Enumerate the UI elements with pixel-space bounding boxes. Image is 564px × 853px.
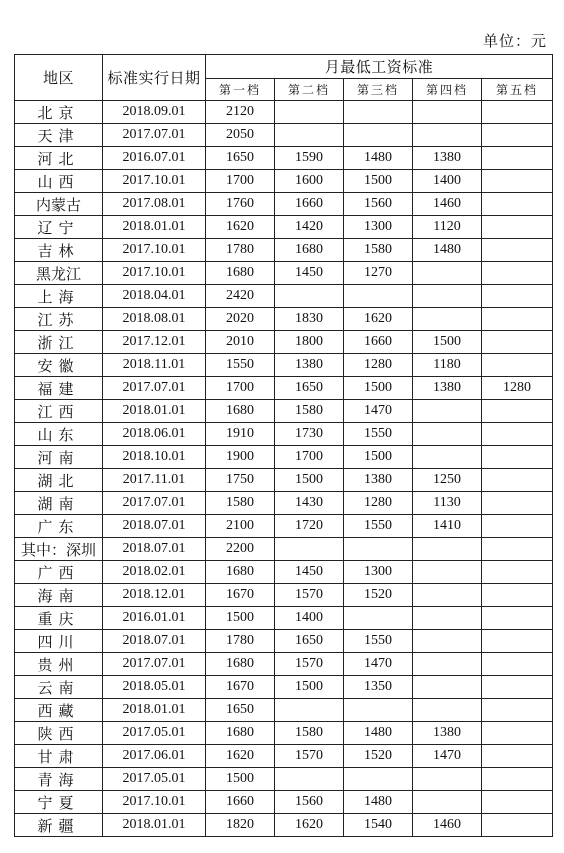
tier-4-cell: 1460 bbox=[413, 814, 482, 837]
tier-4-cell: 1380 bbox=[413, 377, 482, 400]
date-cell: 2016.07.01 bbox=[103, 147, 206, 170]
tier-2-cell bbox=[275, 538, 344, 561]
tier-4-cell: 1500 bbox=[413, 331, 482, 354]
table-body bbox=[15, 101, 553, 837]
table-row bbox=[15, 193, 553, 216]
region-cell: 天津 bbox=[15, 124, 103, 147]
tier-5-cell bbox=[482, 400, 553, 423]
table-header bbox=[15, 55, 553, 101]
region-cell: 山东 bbox=[15, 423, 103, 446]
tier-3-cell: 1560 bbox=[344, 193, 413, 216]
tier-2-cell: 1570 bbox=[275, 745, 344, 768]
tier-4-cell bbox=[413, 423, 482, 446]
table-row bbox=[15, 170, 553, 193]
tier-1-cell: 2200 bbox=[206, 538, 275, 561]
date-cell: 2018.07.01 bbox=[103, 515, 206, 538]
header-tier-3: 第三档 bbox=[344, 79, 413, 101]
tier-1-cell: 1680 bbox=[206, 653, 275, 676]
table-row bbox=[15, 653, 553, 676]
tier-1-cell: 1910 bbox=[206, 423, 275, 446]
header-tier-2: 第二档 bbox=[275, 79, 344, 101]
tier-5-cell bbox=[482, 193, 553, 216]
date-cell: 2018.02.01 bbox=[103, 561, 206, 584]
table-row bbox=[15, 423, 553, 446]
tier-3-cell: 1280 bbox=[344, 492, 413, 515]
tier-2-cell: 1700 bbox=[275, 446, 344, 469]
tier-4-cell bbox=[413, 699, 482, 722]
table-row bbox=[15, 676, 553, 699]
date-cell: 2018.07.01 bbox=[103, 538, 206, 561]
tier-1-cell: 1780 bbox=[206, 239, 275, 262]
tier-3-cell bbox=[344, 607, 413, 630]
table-row bbox=[15, 722, 553, 745]
tier-4-cell bbox=[413, 607, 482, 630]
table-row bbox=[15, 354, 553, 377]
tier-2-cell: 1660 bbox=[275, 193, 344, 216]
date-cell: 2017.07.01 bbox=[103, 124, 206, 147]
region-cell: 广东 bbox=[15, 515, 103, 538]
tier-2-cell: 1720 bbox=[275, 515, 344, 538]
tier-5-cell bbox=[482, 124, 553, 147]
tier-4-cell bbox=[413, 101, 482, 124]
date-cell: 2017.06.01 bbox=[103, 745, 206, 768]
date-cell: 2017.12.01 bbox=[103, 331, 206, 354]
table-row bbox=[15, 400, 553, 423]
tier-4-cell bbox=[413, 676, 482, 699]
tier-3-cell: 1480 bbox=[344, 147, 413, 170]
tier-1-cell: 1680 bbox=[206, 262, 275, 285]
table-row bbox=[15, 814, 553, 837]
tier-1-cell: 1820 bbox=[206, 814, 275, 837]
tier-5-cell bbox=[482, 768, 553, 791]
tier-4-cell: 1130 bbox=[413, 492, 482, 515]
table-row bbox=[15, 630, 553, 653]
tier-1-cell: 2010 bbox=[206, 331, 275, 354]
tier-2-cell bbox=[275, 768, 344, 791]
tier-4-cell: 1380 bbox=[413, 722, 482, 745]
tier-2-cell: 1380 bbox=[275, 354, 344, 377]
region-cell: 广西 bbox=[15, 561, 103, 584]
tier-3-cell: 1480 bbox=[344, 791, 413, 814]
tier-2-cell bbox=[275, 285, 344, 308]
tier-4-cell: 1470 bbox=[413, 745, 482, 768]
tier-3-cell: 1500 bbox=[344, 446, 413, 469]
tier-1-cell: 1780 bbox=[206, 630, 275, 653]
region-cell: 吉林 bbox=[15, 239, 103, 262]
date-cell: 2018.09.01 bbox=[103, 101, 206, 124]
table-row bbox=[15, 262, 553, 285]
tier-1-cell: 1750 bbox=[206, 469, 275, 492]
tier-2-cell: 1680 bbox=[275, 239, 344, 262]
header-tier-4: 第四档 bbox=[413, 79, 482, 101]
table-row bbox=[15, 147, 553, 170]
date-cell: 2017.10.01 bbox=[103, 791, 206, 814]
tier-2-cell: 1500 bbox=[275, 469, 344, 492]
tier-2-cell: 1500 bbox=[275, 676, 344, 699]
tier-5-cell: 1280 bbox=[482, 377, 553, 400]
region-cell: 上海 bbox=[15, 285, 103, 308]
tier-2-cell: 1730 bbox=[275, 423, 344, 446]
tier-4-cell bbox=[413, 538, 482, 561]
tier-4-cell bbox=[413, 791, 482, 814]
region-cell: 浙江 bbox=[15, 331, 103, 354]
tier-5-cell bbox=[482, 170, 553, 193]
tier-2-cell bbox=[275, 124, 344, 147]
tier-1-cell: 1620 bbox=[206, 216, 275, 239]
tier-4-cell bbox=[413, 124, 482, 147]
tier-4-cell bbox=[413, 653, 482, 676]
region-cell: 安徽 bbox=[15, 354, 103, 377]
tier-5-cell bbox=[482, 216, 553, 239]
tier-2-cell: 1650 bbox=[275, 630, 344, 653]
tier-1-cell: 1760 bbox=[206, 193, 275, 216]
tier-3-cell bbox=[344, 538, 413, 561]
tier-4-cell bbox=[413, 308, 482, 331]
date-cell: 2017.05.01 bbox=[103, 722, 206, 745]
region-cell: 内蒙古 bbox=[15, 193, 103, 216]
date-cell: 2017.08.01 bbox=[103, 193, 206, 216]
tier-3-cell: 1500 bbox=[344, 170, 413, 193]
tier-3-cell bbox=[344, 285, 413, 308]
tier-2-cell: 1430 bbox=[275, 492, 344, 515]
date-cell: 2017.10.01 bbox=[103, 170, 206, 193]
region-cell: 湖南 bbox=[15, 492, 103, 515]
tier-5-cell bbox=[482, 308, 553, 331]
tier-4-cell: 1410 bbox=[413, 515, 482, 538]
date-cell: 2018.11.01 bbox=[103, 354, 206, 377]
tier-1-cell: 1700 bbox=[206, 377, 275, 400]
tier-5-cell bbox=[482, 607, 553, 630]
date-cell: 2018.04.01 bbox=[103, 285, 206, 308]
tier-1-cell: 2050 bbox=[206, 124, 275, 147]
table-row bbox=[15, 745, 553, 768]
tier-2-cell: 1620 bbox=[275, 814, 344, 837]
date-cell: 2017.07.01 bbox=[103, 492, 206, 515]
header-tier-5: 第五档 bbox=[482, 79, 553, 101]
tier-2-cell: 1570 bbox=[275, 653, 344, 676]
tier-3-cell: 1620 bbox=[344, 308, 413, 331]
tier-3-cell: 1520 bbox=[344, 745, 413, 768]
region-cell: 重庆 bbox=[15, 607, 103, 630]
tier-1-cell: 1580 bbox=[206, 492, 275, 515]
tier-2-cell bbox=[275, 101, 344, 124]
tier-4-cell: 1250 bbox=[413, 469, 482, 492]
tier-1-cell: 2120 bbox=[206, 101, 275, 124]
tier-1-cell: 1650 bbox=[206, 147, 275, 170]
tier-4-cell bbox=[413, 584, 482, 607]
tier-5-cell bbox=[482, 722, 553, 745]
tier-4-cell bbox=[413, 561, 482, 584]
region-cell: 甘肃 bbox=[15, 745, 103, 768]
tier-1-cell: 1680 bbox=[206, 400, 275, 423]
date-cell: 2018.01.01 bbox=[103, 699, 206, 722]
minimum-wage-table bbox=[14, 54, 553, 837]
tier-5-cell bbox=[482, 354, 553, 377]
tier-2-cell: 1580 bbox=[275, 722, 344, 745]
date-cell: 2018.08.01 bbox=[103, 308, 206, 331]
region-cell: 海南 bbox=[15, 584, 103, 607]
tier-4-cell: 1400 bbox=[413, 170, 482, 193]
tier-1-cell: 1660 bbox=[206, 791, 275, 814]
tier-3-cell: 1300 bbox=[344, 216, 413, 239]
tier-3-cell: 1550 bbox=[344, 515, 413, 538]
region-cell: 福建 bbox=[15, 377, 103, 400]
tier-3-cell bbox=[344, 101, 413, 124]
table-row bbox=[15, 791, 553, 814]
tier-5-cell bbox=[482, 101, 553, 124]
tier-5-cell bbox=[482, 285, 553, 308]
region-cell: 西藏 bbox=[15, 699, 103, 722]
region-cell: 青海 bbox=[15, 768, 103, 791]
header-date: 标准实行日期 bbox=[103, 55, 206, 101]
tier-3-cell: 1580 bbox=[344, 239, 413, 262]
table-row bbox=[15, 377, 553, 400]
tier-3-cell bbox=[344, 124, 413, 147]
tier-4-cell: 1460 bbox=[413, 193, 482, 216]
tier-3-cell bbox=[344, 699, 413, 722]
table-row bbox=[15, 285, 553, 308]
tier-3-cell: 1500 bbox=[344, 377, 413, 400]
date-cell: 2017.10.01 bbox=[103, 239, 206, 262]
tier-4-cell bbox=[413, 400, 482, 423]
table-row bbox=[15, 446, 553, 469]
tier-4-cell bbox=[413, 285, 482, 308]
tier-1-cell: 1650 bbox=[206, 699, 275, 722]
tier-3-cell: 1270 bbox=[344, 262, 413, 285]
tier-3-cell: 1550 bbox=[344, 630, 413, 653]
table-row bbox=[15, 607, 553, 630]
tier-5-cell bbox=[482, 653, 553, 676]
tier-2-cell: 1450 bbox=[275, 262, 344, 285]
region-cell: 陕西 bbox=[15, 722, 103, 745]
tier-2-cell: 1450 bbox=[275, 561, 344, 584]
region-cell: 云南 bbox=[15, 676, 103, 699]
tier-3-cell: 1550 bbox=[344, 423, 413, 446]
tier-5-cell bbox=[482, 630, 553, 653]
tier-3-cell: 1470 bbox=[344, 653, 413, 676]
tier-5-cell bbox=[482, 492, 553, 515]
tier-5-cell bbox=[482, 147, 553, 170]
tier-5-cell bbox=[482, 584, 553, 607]
tier-3-cell: 1480 bbox=[344, 722, 413, 745]
tier-1-cell: 1670 bbox=[206, 676, 275, 699]
region-cell: 河北 bbox=[15, 147, 103, 170]
tier-2-cell bbox=[275, 699, 344, 722]
header-region: 地区 bbox=[15, 55, 103, 101]
tier-3-cell: 1380 bbox=[344, 469, 413, 492]
tier-1-cell: 1500 bbox=[206, 607, 275, 630]
tier-5-cell bbox=[482, 239, 553, 262]
region-cell: 江西 bbox=[15, 400, 103, 423]
date-cell: 2017.05.01 bbox=[103, 768, 206, 791]
date-cell: 2018.01.01 bbox=[103, 400, 206, 423]
tier-2-cell: 1600 bbox=[275, 170, 344, 193]
table-row bbox=[15, 584, 553, 607]
table-row bbox=[15, 308, 553, 331]
tier-5-cell bbox=[482, 814, 553, 837]
date-cell: 2016.01.01 bbox=[103, 607, 206, 630]
tier-4-cell: 1380 bbox=[413, 147, 482, 170]
tier-5-cell bbox=[482, 423, 553, 446]
date-cell: 2018.10.01 bbox=[103, 446, 206, 469]
region-cell: 北京 bbox=[15, 101, 103, 124]
tier-3-cell: 1280 bbox=[344, 354, 413, 377]
date-cell: 2017.11.01 bbox=[103, 469, 206, 492]
tier-1-cell: 1680 bbox=[206, 722, 275, 745]
region-cell: 贵州 bbox=[15, 653, 103, 676]
tier-3-cell: 1300 bbox=[344, 561, 413, 584]
region-cell: 辽宁 bbox=[15, 216, 103, 239]
table-row bbox=[15, 561, 553, 584]
tier-4-cell: 1180 bbox=[413, 354, 482, 377]
table-row bbox=[15, 699, 553, 722]
tier-3-cell: 1350 bbox=[344, 676, 413, 699]
tier-5-cell bbox=[482, 515, 553, 538]
tier-4-cell bbox=[413, 446, 482, 469]
tier-3-cell: 1520 bbox=[344, 584, 413, 607]
tier-4-cell bbox=[413, 262, 482, 285]
table-row bbox=[15, 492, 553, 515]
tier-1-cell: 2100 bbox=[206, 515, 275, 538]
date-cell: 2018.12.01 bbox=[103, 584, 206, 607]
tier-3-cell: 1470 bbox=[344, 400, 413, 423]
table-row bbox=[15, 101, 553, 124]
tier-2-cell: 1560 bbox=[275, 791, 344, 814]
region-cell: 其中：深圳 bbox=[15, 538, 103, 561]
region-cell: 江苏 bbox=[15, 308, 103, 331]
tier-2-cell: 1830 bbox=[275, 308, 344, 331]
tier-5-cell bbox=[482, 699, 553, 722]
unit-label: 单位：元 bbox=[482, 32, 547, 50]
tier-2-cell: 1570 bbox=[275, 584, 344, 607]
table-row bbox=[15, 216, 553, 239]
tier-4-cell: 1480 bbox=[413, 239, 482, 262]
tier-5-cell bbox=[482, 469, 553, 492]
table-row bbox=[15, 515, 553, 538]
tier-5-cell bbox=[482, 331, 553, 354]
tier-1-cell: 1900 bbox=[206, 446, 275, 469]
table-row bbox=[15, 124, 553, 147]
tier-5-cell bbox=[482, 561, 553, 584]
header-wage-group: 月最低工资标准 bbox=[206, 55, 553, 79]
tier-4-cell bbox=[413, 630, 482, 653]
tier-2-cell: 1590 bbox=[275, 147, 344, 170]
tier-1-cell: 1550 bbox=[206, 354, 275, 377]
tier-2-cell: 1800 bbox=[275, 331, 344, 354]
tier-1-cell: 2420 bbox=[206, 285, 275, 308]
tier-2-cell: 1580 bbox=[275, 400, 344, 423]
date-cell: 2018.01.01 bbox=[103, 814, 206, 837]
table-row bbox=[15, 331, 553, 354]
tier-2-cell: 1650 bbox=[275, 377, 344, 400]
date-cell: 2018.07.01 bbox=[103, 630, 206, 653]
region-cell: 宁夏 bbox=[15, 791, 103, 814]
date-cell: 2018.01.01 bbox=[103, 216, 206, 239]
region-cell: 新疆 bbox=[15, 814, 103, 837]
tier-5-cell bbox=[482, 262, 553, 285]
tier-5-cell bbox=[482, 538, 553, 561]
tier-1-cell: 1500 bbox=[206, 768, 275, 791]
tier-3-cell: 1660 bbox=[344, 331, 413, 354]
header-tier-1: 第一档 bbox=[206, 79, 275, 101]
tier-1-cell: 2020 bbox=[206, 308, 275, 331]
date-cell: 2017.07.01 bbox=[103, 653, 206, 676]
tier-5-cell bbox=[482, 745, 553, 768]
tier-1-cell: 1670 bbox=[206, 584, 275, 607]
tier-5-cell bbox=[482, 791, 553, 814]
tier-2-cell: 1400 bbox=[275, 607, 344, 630]
tier-3-cell bbox=[344, 768, 413, 791]
table-row bbox=[15, 469, 553, 492]
region-cell: 湖北 bbox=[15, 469, 103, 492]
tier-1-cell: 1680 bbox=[206, 561, 275, 584]
tier-5-cell bbox=[482, 446, 553, 469]
tier-1-cell: 1620 bbox=[206, 745, 275, 768]
tier-2-cell: 1420 bbox=[275, 216, 344, 239]
table-row bbox=[15, 239, 553, 262]
date-cell: 2018.06.01 bbox=[103, 423, 206, 446]
tier-4-cell bbox=[413, 768, 482, 791]
table-row bbox=[15, 538, 553, 561]
table-row bbox=[15, 768, 553, 791]
region-cell: 黑龙江 bbox=[15, 262, 103, 285]
tier-1-cell: 1700 bbox=[206, 170, 275, 193]
tier-3-cell: 1540 bbox=[344, 814, 413, 837]
region-cell: 山西 bbox=[15, 170, 103, 193]
region-cell: 河南 bbox=[15, 446, 103, 469]
date-cell: 2018.05.01 bbox=[103, 676, 206, 699]
region-cell: 四川 bbox=[15, 630, 103, 653]
tier-4-cell: 1120 bbox=[413, 216, 482, 239]
date-cell: 2017.07.01 bbox=[103, 377, 206, 400]
date-cell: 2017.10.01 bbox=[103, 262, 206, 285]
tier-5-cell bbox=[482, 676, 553, 699]
